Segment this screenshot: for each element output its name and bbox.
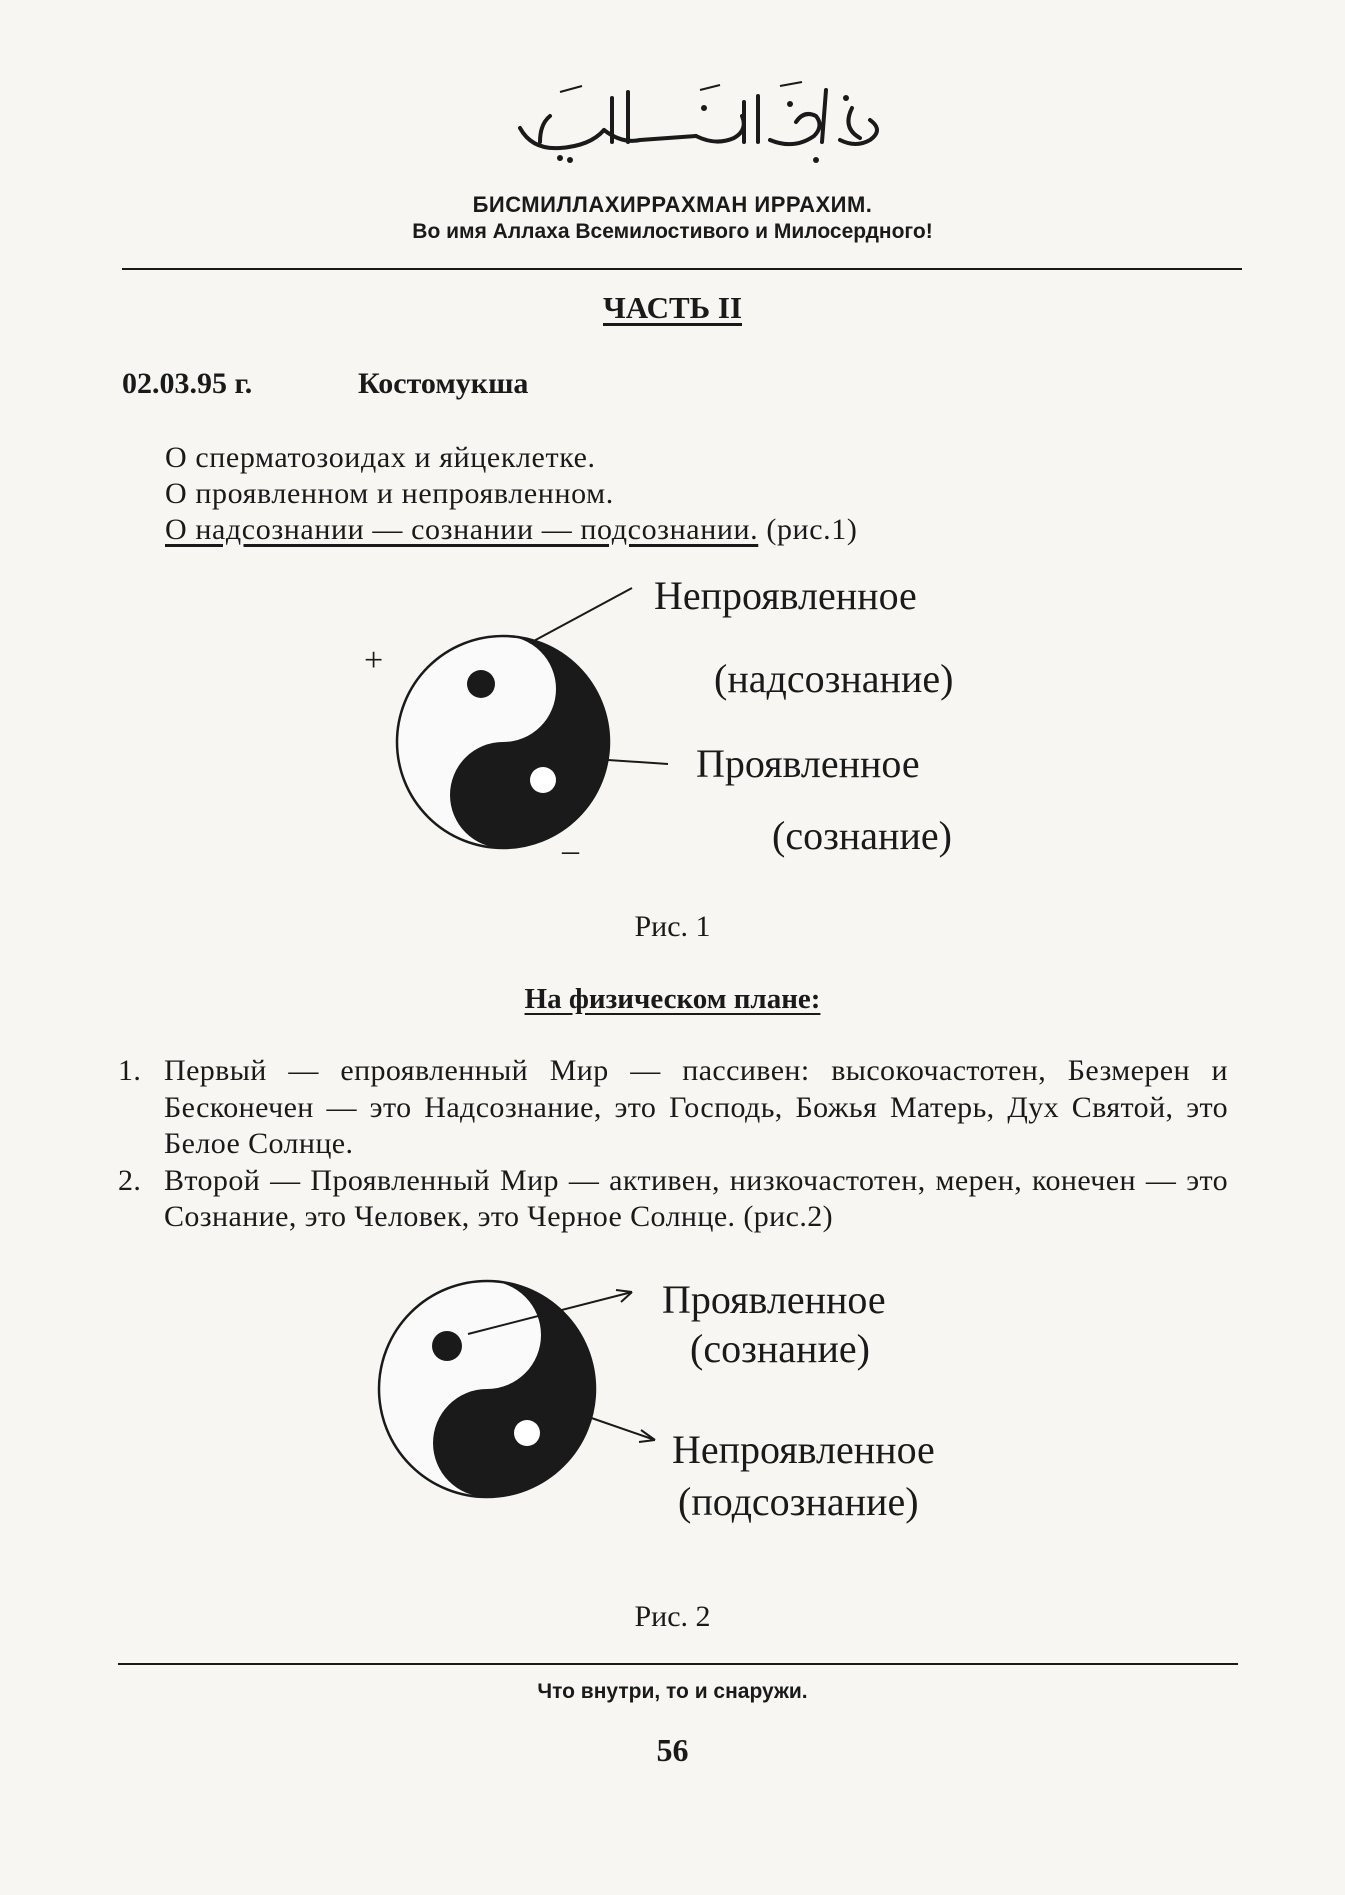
fig2-label-top: Проявленное (662, 1277, 886, 1322)
topic-2: О проявленном и непроявленном. (165, 477, 614, 510)
list-item-number: 2. (118, 1163, 142, 1197)
fig2-caption: Рис. 2 (634, 1600, 711, 1633)
fig2-label-bottom: Непроявленное (672, 1427, 935, 1472)
footer-motto: Что внутри, то и снаружи. (537, 1680, 808, 1703)
fig1-label-top: Непроявленное (654, 573, 917, 618)
fig2-label-top-sub: (сознание) (690, 1326, 870, 1371)
fig1-minus-sign: – (562, 832, 579, 869)
list-item-text: Второй — Проявленный Мир — активен, низкочастотен, мерен, конечен — это Сознание, это Человек, это Черное Солнце. (рис.2) (164, 1163, 1228, 1233)
topic-1: О сперматозоидах и яйцеклетке. (165, 441, 596, 474)
entry-date: 02.03.95 г. (122, 367, 253, 400)
list-item-number: 1. (118, 1054, 142, 1087)
fig1-label-bottom-sub: (сознание) (772, 813, 952, 858)
fig2-label-bottom-sub: (подсознание) (678, 1479, 919, 1524)
fig1-plus-sign: + (364, 642, 384, 679)
header-title: БИСМИЛЛАХИРРАХМАН ИРРАХИМ. (472, 192, 873, 217)
topic-3-ref: (рис.1) (758, 513, 858, 546)
fig1-label-bottom: Проявленное (696, 741, 920, 786)
subheading-text: На физическом плане: (524, 983, 821, 1015)
fig1-label-top-sub: (надсознание) (714, 656, 954, 701)
part-title-text: ЧАСТЬ II (602, 290, 743, 325)
footer-rule (118, 1663, 1238, 1665)
topic-3-underlined: О надсознании — сознании — подсознании. (165, 513, 759, 546)
fig1-caption: Рис. 1 (634, 910, 711, 943)
header-subtitle: Во имя Аллаха Всемилостивого и Милосердного! (412, 220, 933, 243)
page-number: 56 (656, 1732, 689, 1768)
entry-place: Костомукша (358, 367, 529, 400)
list-item-text: Первый — епроявленный Мир — пассивен: высокочастотен, Безмерен и Бесконечен — это Надсознание, это Господь, Божья Матерь, Дух Святой, это Белое Солнце. (164, 1054, 1228, 1160)
